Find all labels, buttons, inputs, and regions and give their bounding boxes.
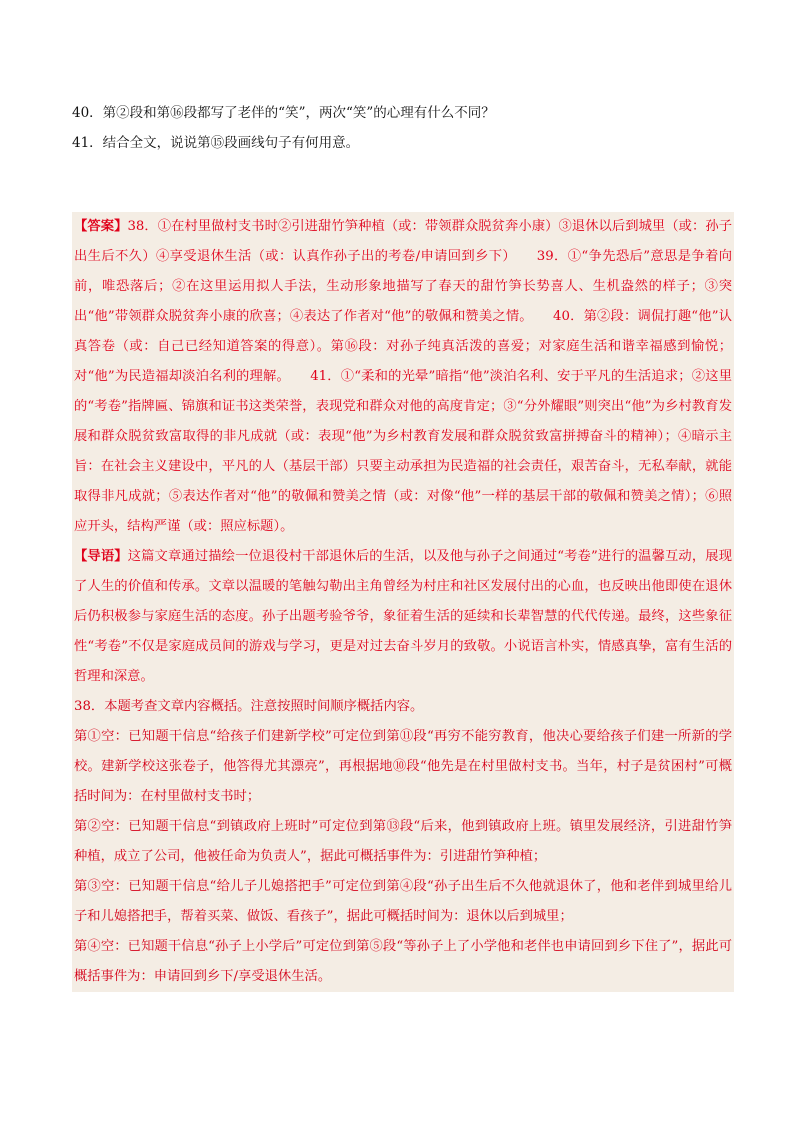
guide-tag: 【导语】	[74, 549, 128, 564]
analysis-intro: 38．本题考查文章内容概括。注意按照时间顺序概括内容。	[74, 699, 424, 714]
analysis-blank-4: 第④空：已知题干信息“孙子上小学后”可定位到第⑤段“等孙子上了小学他和老伴也申请回到乡下住了”，据此可概括事件为：申请回到乡下/享受退休生活。	[74, 939, 732, 984]
answer-tag: 【答案】	[74, 219, 128, 234]
answer-explanation-block	[72, 212, 734, 992]
guide-paragraph	[74, 542, 732, 692]
analysis-blank-3: 第③空：已知题干信息“给儿子儿媳搭把手”可定位到第④段“孙子出生后不久他就退休了，他和老伴到城里给儿子和儿媳搭把手，帮着买菜、做饭、看孩子”，据此可概括时间为：退休以后到城里；	[74, 879, 732, 924]
guide-text: 这篇文章通过描绘一位退役村干部退休后的生活，以及他与孙子之间通过“考卷”进行的温馨互动，展现了人生的价值和传承。文章以温暖的笔触勾勒出主角曾经为村庄和社区发展付出的心血，也反映出他即使在退休后仍积极参与家庭生活的态度。孙子出题考验爷爷，象征着生活的延续和长辈智慧的代代传递。最终，这些象征性“考卷”不仅是家庭成员间的游戏与学习，更是对过去奋斗岁月的致敬。小说语言朴实，情感真挚，富有生活的哲理和深意。	[74, 549, 732, 684]
questions-section	[72, 98, 732, 158]
question-41: 41．结合全文，说说第⑮段画线句子有何用意。	[72, 135, 360, 151]
question-40: 40．第②段和第⑯段都写了老伴的“笑”，两次“笑”的心理有什么不同？	[72, 105, 495, 121]
analysis-blank-2: 第②空：已知题干信息“到镇政府上班时”可定位到第⑬段“后来，他到镇政府上班。镇里发展经济，引进甜竹笋种植，成立了公司，他被任命为负责人”，据此可概括事件为：引进甜竹笋种植；	[74, 819, 732, 864]
answer-paragraph	[74, 212, 732, 542]
analysis-blank-1: 第①空：已知题干信息“给孩子们建新学校”可定位到第⑪段“再穷不能穷教育，他决心要给孩子们建一所新的学校。建新学校这张卷子，他答得尤其漂亮”，再根据地⑩段“他先是在村里做村支书。当年，村子是贫困村”可概括时间为：在村里做村支书时；	[74, 729, 732, 804]
answer-text: 38．①在村里做村支书时②引进甜竹笋种植（或：带领群众脱贫奔小康）③退休以后到城里（或：孙子出生后不久）④享受退休生活（或：认真作孙子出的考卷/申请回到乡下） 39．①“争先恐后”意思是争着向前，唯恐落后；②在这里运用拟人手法，生动形象地描写了春天的甜竹笋长势喜人、生机盎然的样子；③突出“他”带领群众脱贫奔小康的欣喜；④表达了作者对“他”的敬佩和赞美之情。 40．第②段：调侃打趣“他”认真答卷（或：自己已经知道答案的得意）。第⑯段：对孙子纯真活泼的喜爱；对家庭生活和谐幸福感到愉悦；对“他”为民造福却淡泊名利的理解。 41．①“柔和的光晕”暗指“他”淡泊名利、安于平凡的生活追求；②这里的“考卷”指牌匾、锦旗和证书这类荣誉，表现党和群众对他的高度肯定；③“分外耀眼”则突出“他”为乡村教育发展和群众脱贫致富取得的非凡成就（或：表现“他”为乡村教育发展和群众脱贫致富拼搏奋斗的精神）；④暗示主旨：在社会主义建设中，平凡的人（基层干部）只要主动承担为民造福的社会责任，艰苦奋斗，无私奉献，就能取得非凡成就；⑤表达作者对“他”的敬佩和赞美之情（或：对像“他”一样的基层干部的敬佩和赞美之情）；⑥照应开头，结构严谨（或：照应标题）。	[74, 219, 733, 534]
